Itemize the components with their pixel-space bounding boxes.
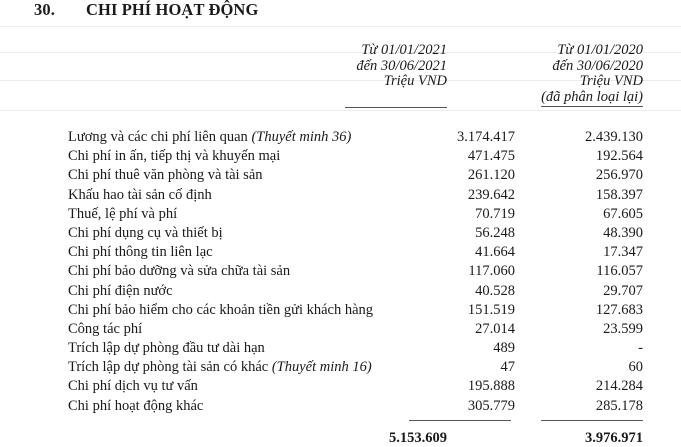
row-label <box>68 282 173 301</box>
column-header-line: Triệu VND <box>383 73 447 89</box>
value-2021: 56.248 <box>475 224 515 241</box>
value-2021: 27.014 <box>475 320 515 337</box>
row-label <box>68 301 373 320</box>
column-header-spacer <box>247 90 447 106</box>
value-2021: 471.475 <box>467 148 515 165</box>
table-row <box>68 224 681 243</box>
value-2021: 239.642 <box>467 186 515 203</box>
value-2020: 214.284 <box>595 378 643 395</box>
column-header-underline <box>345 107 447 108</box>
row-label-text: Khấu hao tài sản cố định <box>68 186 212 203</box>
row-label <box>68 358 372 377</box>
page-rule <box>0 26 681 27</box>
row-label-text: Lương và các chi phí liên quan <box>68 129 252 145</box>
value-2021: 47 <box>500 359 515 376</box>
column-header-2020 <box>443 43 643 107</box>
table-row <box>68 147 681 166</box>
value-2020: 23.599 <box>603 320 643 337</box>
row-label <box>68 339 265 358</box>
column-header-line: Từ 01/01/2020 <box>557 42 643 58</box>
table-row <box>68 166 681 185</box>
column-header-line: đến 30/06/2021 <box>356 57 447 74</box>
row-label <box>68 320 142 339</box>
table-row <box>68 282 681 301</box>
row-label <box>68 262 290 281</box>
table-row <box>68 205 681 224</box>
row-label <box>68 186 212 205</box>
table-row <box>68 397 681 416</box>
value-2021: 70.719 <box>475 205 515 222</box>
table-row <box>68 243 681 262</box>
value-2021: 261.120 <box>467 167 515 184</box>
row-label <box>68 224 223 243</box>
column-header-2021 <box>247 43 447 108</box>
row-label <box>68 166 263 185</box>
row-label-text: Chi phí dụng cụ và thiết bị <box>68 224 223 241</box>
subtotal-rule-2020 <box>541 420 643 421</box>
value-2020: 17.347 <box>603 244 643 261</box>
section-heading <box>34 0 258 20</box>
row-label-text: Chi phí thuê văn phòng và tài sản <box>68 167 263 184</box>
row-label-text: Chi phí bảo dưỡng và sửa chữa tài sản <box>68 263 291 280</box>
value-2020: 48.390 <box>603 224 643 241</box>
value-2020: 285.178 <box>595 397 643 414</box>
page-rule <box>0 110 681 111</box>
row-label <box>68 128 351 147</box>
row-label <box>68 243 213 262</box>
value-2021: 41.664 <box>475 244 515 261</box>
value-2020: - <box>638 340 643 357</box>
row-label-text: Trích lập dự phòng đầu tư dài hạn <box>68 340 265 357</box>
row-label-text: Chi phí dịch vụ tư vấn <box>68 378 198 395</box>
total-2021: 5.153.609 <box>389 430 447 446</box>
value-2020: 67.605 <box>603 205 643 222</box>
row-label-text: Chi phí hoạt động khác <box>68 397 204 414</box>
row-label-text: Chi phí thông tin liên lạc <box>68 244 213 261</box>
value-2020: 60 <box>628 359 643 376</box>
value-2020: 192.564 <box>595 148 643 165</box>
table-row <box>68 128 681 147</box>
table-row <box>68 301 681 320</box>
column-header-line: đến 30/06/2020 <box>552 57 643 74</box>
table-row <box>68 320 681 339</box>
value-2020: 29.707 <box>603 282 643 299</box>
row-label-text: Công tác phí <box>68 320 143 337</box>
row-label <box>68 205 177 224</box>
table-row <box>68 377 681 396</box>
table-row <box>68 262 681 281</box>
row-label-text: Chi phí in ấn, tiếp thị và khuyến mại <box>68 148 281 165</box>
row-label-text: Trích lập dự phòng tài sản có khác <box>68 359 272 376</box>
row-label-text: Chi phí điện nước <box>68 282 173 299</box>
section-title: CHI PHÍ HOẠT ĐỘNG <box>86 0 259 19</box>
table-row <box>68 186 681 205</box>
value-2020: 127.683 <box>595 301 643 318</box>
value-2021: 3.174.417 <box>457 129 515 145</box>
value-2021: 40.528 <box>475 282 515 299</box>
row-label <box>68 397 203 416</box>
value-2021: 305.779 <box>467 397 515 414</box>
subtotal-rule-2021 <box>409 420 511 421</box>
value-2021: 489 <box>493 340 515 357</box>
total-2020: 3.976.971 <box>585 430 643 446</box>
row-note-reference: (Thuyết minh 36) <box>251 129 352 145</box>
row-label <box>68 377 198 396</box>
table-row <box>68 358 681 377</box>
expense-table <box>68 128 681 416</box>
row-label-text: Thuế, lệ phí và phí <box>68 205 178 222</box>
value-2020: 256.970 <box>595 167 643 184</box>
row-label <box>68 147 280 166</box>
value-2021: 195.888 <box>467 378 515 395</box>
value-2020: 116.057 <box>596 263 643 280</box>
value-2021: 151.519 <box>467 301 515 318</box>
column-header-line: (đã phân loại lại) <box>541 90 643 108</box>
row-note-reference: (Thuyết minh 16) <box>271 359 372 376</box>
table-row <box>68 339 681 358</box>
value-2021: 117.060 <box>468 263 515 280</box>
column-header-line: Triệu VND <box>579 73 643 89</box>
value-2020: 2.439.130 <box>585 129 643 145</box>
value-2020: 158.397 <box>595 186 643 203</box>
column-header-line: Từ 01/01/2021 <box>361 42 447 58</box>
row-label-text: Chi phí bảo hiểm cho các khoản tiền gửi khách hàng <box>68 301 374 318</box>
section-number: 30. <box>34 0 55 19</box>
